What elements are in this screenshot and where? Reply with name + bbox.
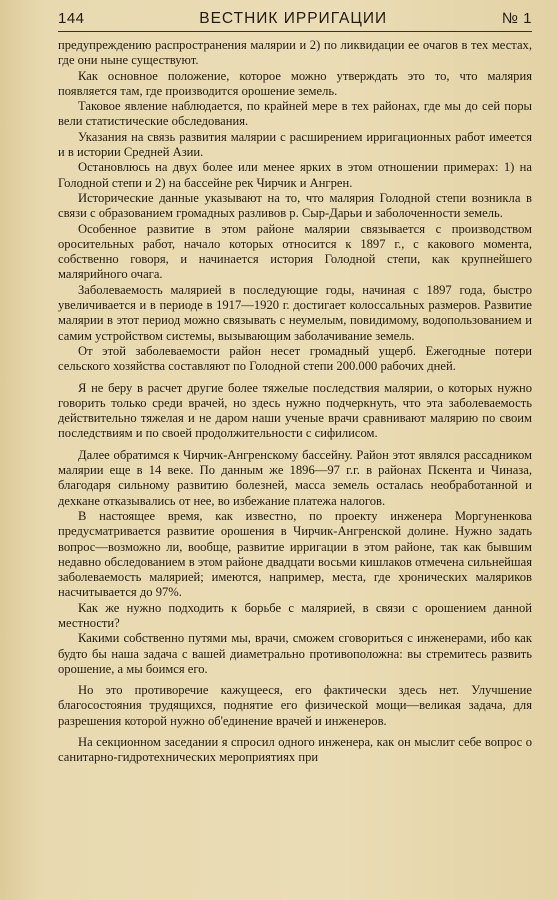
paragraph: В настоящее время, как известно, по проекту инженера Моргуненкова предусматривается развитие орошения в Чирчик-Ангренской долине. Нужно задать вопрос—возможно ли, вообще, развитие ирригации в этом районе, так как бывшим недавно обследованием в этом районе двадцати восьми кишлаков отмечена сильнейшая заболеваемость малярией; имеются, например, места, где хронических маляриков насчитывается до 97%. [58, 508, 532, 600]
page-number: 144 [58, 10, 85, 27]
paragraph: предупреждению распространения малярии и 2) по ликвидации ее очагов в тех местах, где они ныне существуют. [58, 38, 532, 68]
journal-title: ВЕСТНИК ИРРИГАЦИИ [199, 10, 388, 27]
issue-number: № 1 [501, 10, 532, 27]
paragraph: Далее обратимся к Чирчик-Ангренскому бассейну. Район этот являлся рассадником малярии еще в 14 веке. По данным же 1896—97 г.г. в районах Пскента и Чиназа, благодаря сильному развитию болезней, масса земель осталась необработанной и дехкане отказывались от нее, во избежание платежа налогов. [58, 447, 532, 508]
paragraph: Остановлюсь на двух более или менее ярких в этом отношении примерах: 1) на Голодной степи и 2) на бассейне рек Чирчик и Ангрен. [58, 160, 532, 190]
paragraph: Как основное положение, которое можно утверждать это то, что малярия появляется там, где производится орошение земель. [58, 68, 532, 98]
paragraph: Как же нужно подходить к борьбе с малярией, в связи с орошением данной местности? [58, 600, 532, 630]
paragraph: От этой заболеваемости район несет громадный ущерб. Ежегодные потери сельского хозяйства составляют по Голодной степи 200.000 рабочих дней. [58, 343, 532, 374]
paragraph: На секционном заседании я спросил одного инженера, как он мыслит себе вопрос о санитарно-гидротехнических мероприятиях при [58, 735, 532, 765]
paragraph: Исторические данные указывают на то, что малярия Голодной степи возникла в связи с образованием громадных разливов р. Сыр-Дарьи и заболоченности земель. [58, 190, 532, 221]
page-header [58, 10, 532, 32]
paragraph: Но это противоречие кажущееся, его фактически здесь нет. Улучшение благосостояния трудящихся, поднятие его физической мощи—великая задача, для разрешения которой нужно об'единение врачей и инженеров. [58, 683, 532, 728]
paragraph: Указания на связь развития малярии с расширением ирригационных работ имеется и в истории Средней Азии. [58, 129, 532, 160]
paragraph: Заболеваемость малярией в последующие годы, начиная с 1897 года, быстро увеличивается и в периоде в 1917—1920 г. достигает колоссальных размеров. Развитие малярии в этот период можно связывать с неумелым, повидимому, водопользованием и самим устройством системы, вызывающим заболачивание земель. [58, 282, 532, 343]
paragraph: Особенное развитие в этом районе малярии связывается с производством оросительных работ, начало которых относится к 1897 г., с каковогo момента, собственно говоря, и начинается история Голодной степи, как крупнейшего малярийного очага. [58, 221, 532, 282]
paragraph: Я не беру в расчет другие более тяжелые последствия малярии, о которых нужно говорить только среди врачей, но здесь нужно подчеркнуть, что эта заболеваемость действительно тяжелая и не даром наши ученые врачи сравнивают малярию по своим последствиям и по своей продолжительности с сифилисом. [58, 380, 532, 441]
article-body [58, 38, 532, 766]
paragraph: Таковое явление наблюдается, по крайней мере в тех районах, где мы до сей поры вели статистические обследования. [58, 99, 532, 129]
paragraph: Какими собственно путями мы, врачи, сможем сговориться с инженерами, ибо как будто бы наша задача с вашей диаметрально противоположна: вы стремитесь развить орошение, а мы боимся его. [58, 631, 532, 676]
